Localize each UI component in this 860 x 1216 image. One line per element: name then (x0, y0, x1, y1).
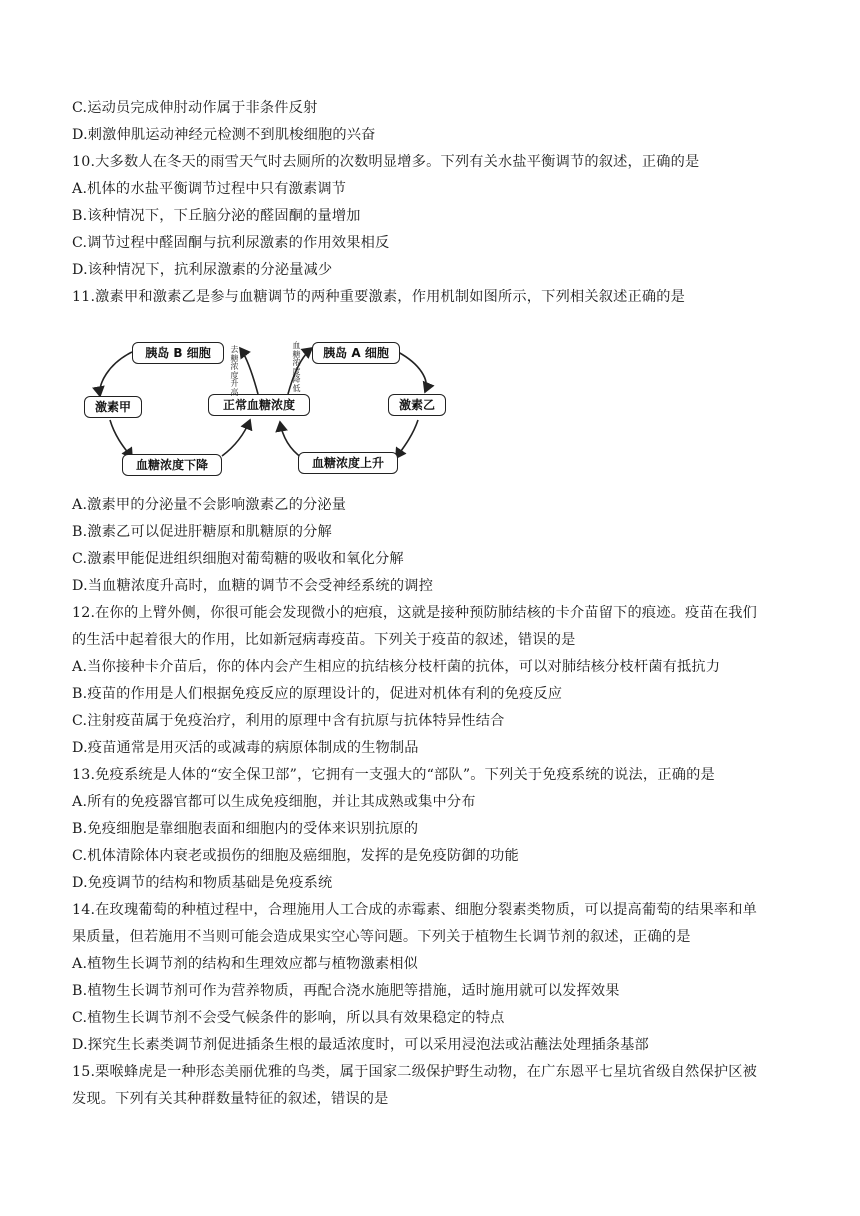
option-c: C.机体清除体内衰老或损伤的细胞及癌细胞，发挥的是免疫防御的功能 (72, 848, 519, 864)
option-d: D.免疫调节的结构和物质基础是免疫系统 (72, 875, 333, 891)
question-15-cont: 发现。下列有关其种群数量特征的叙述，错误的是 (72, 1091, 389, 1107)
option-d: D.疫苗通常是用灭活的或减毒的病原体制成的生物制品 (72, 740, 419, 756)
question-14: 14.在玫瑰葡萄的种植过程中，合理施用人工合成的赤霉素、细胞分裂素类物质，可以提高葡萄的结果率和单 (72, 902, 757, 918)
option-d: D.该种情况下，抗利尿激素的分泌量减少 (72, 262, 333, 278)
option-c: C.植物生长调节剂不会受气候条件的影响，所以具有效果稳定的特点 (72, 1010, 505, 1026)
pancreatic-b-cell-box: 胰岛 B 细胞 (132, 342, 224, 364)
question-14-cont: 果质量，但若施用不当则可能会造成果实空心等问题。下列关于植物生长调节剂的叙述，正确的是 (72, 929, 691, 945)
option-a: A.激素甲的分泌量不会影响激素乙的分泌量 (72, 497, 347, 513)
option-b: B.激素乙可以促进肝糖原和肌糖原的分解 (72, 524, 332, 540)
question-12-cont: 的生活中起着很大的作用，比如新冠病毒疫苗。下列关于疫苗的叙述，错误的是 (72, 632, 576, 648)
option-b: B.免疫细胞是靠细胞表面和细胞内的受体来识别抗原的 (72, 821, 419, 837)
right-arrow-label: 血糖浓度降低 (292, 341, 301, 393)
option-a: A.所有的免疫器官都可以生成免疫细胞，并让其成熟或集中分布 (72, 794, 476, 810)
option-b: B.疫苗的作用是人们根据免疫反应的原理设计的，促进对机体有利的免疫反应 (72, 686, 563, 702)
hormone-b-box: 激素乙 (388, 394, 446, 416)
option-d: D.当血糖浓度升高时，血糖的调节不会受神经系统的调控 (72, 578, 434, 594)
question-11: 11.激素甲和激素乙是参与血糖调节的两种重要激素，作用机制如图所示，下列相关叙述正确的是 (72, 289, 686, 305)
question-15: 15.栗喉蜂虎是一种形态美丽优雅的鸟类，属于国家二级保护野生动物，在广东恩平七星坑省级自然保护区被 (72, 1064, 757, 1080)
option-a: A.机体的水盐平衡调节过程中只有激素调节 (72, 181, 347, 197)
option-c: C.调节过程中醛固酮与抗利尿激素的作用效果相反 (72, 235, 390, 251)
text-line: C.运动员完成伸肘动作属于非条件反射 (72, 100, 318, 116)
question-13: 13.免疫系统是人体的“安全保卫部”，它拥有一支强大的“部队”。下列关于免疫系统的说法，正确的是 (72, 767, 715, 783)
option-b: B.植物生长调节剂可作为营养物质，再配合浇水施肥等措施，适时施用就可以发挥效果 (72, 983, 620, 999)
blood-sugar-increase-box: 血糖浓度上升 (298, 452, 398, 474)
option-a: A.植物生长调节剂的结构和生理效应都与植物激素相似 (72, 956, 419, 972)
option-c: C.激素甲能促进组织细胞对葡萄糖的吸收和氧化分解 (72, 551, 404, 567)
hormone-a-box: 激素甲 (84, 396, 142, 418)
option-d: D.探究生长素类调节剂促进插条生根的最适浓度时，可以采用浸泡法或沾蘸法处理插条基部 (72, 1037, 649, 1053)
blood-sugar-diagram (80, 328, 450, 478)
option-c: C.注射疫苗属于免疫治疗，利用的原理中含有抗原与抗体特异性结合 (72, 713, 505, 729)
left-arrow-label: 去糖浓度升高 (230, 345, 239, 397)
option-b: B.该种情况下，下丘脑分泌的醛固酮的量增加 (72, 208, 361, 224)
normal-blood-sugar-box: 正常血糖浓度 (208, 394, 310, 416)
blood-sugar-decrease-box: 血糖浓度下降 (122, 454, 222, 476)
text-line: D.刺激伸肌运动神经元检测不到肌梭细胞的兴奋 (72, 127, 376, 143)
question-12: 12.在你的上臂外侧，你很可能会发现微小的疤痕，这就是接种预防肺结核的卡介苗留下的痕迹。疫苗在我们 (72, 605, 757, 621)
pancreatic-a-cell-box: 胰岛 A 细胞 (312, 342, 400, 364)
question-10: 10.大多数人在冬天的雨雪天气时去厕所的次数明显增多。下列有关水盐平衡调节的叙述，正确的是 (72, 154, 700, 170)
option-a: A.当你接种卡介苗后，你的体内会产生相应的抗结核分枝杆菌的抗体，可以对肺结核分枝杆菌有抵抗力 (72, 659, 721, 675)
